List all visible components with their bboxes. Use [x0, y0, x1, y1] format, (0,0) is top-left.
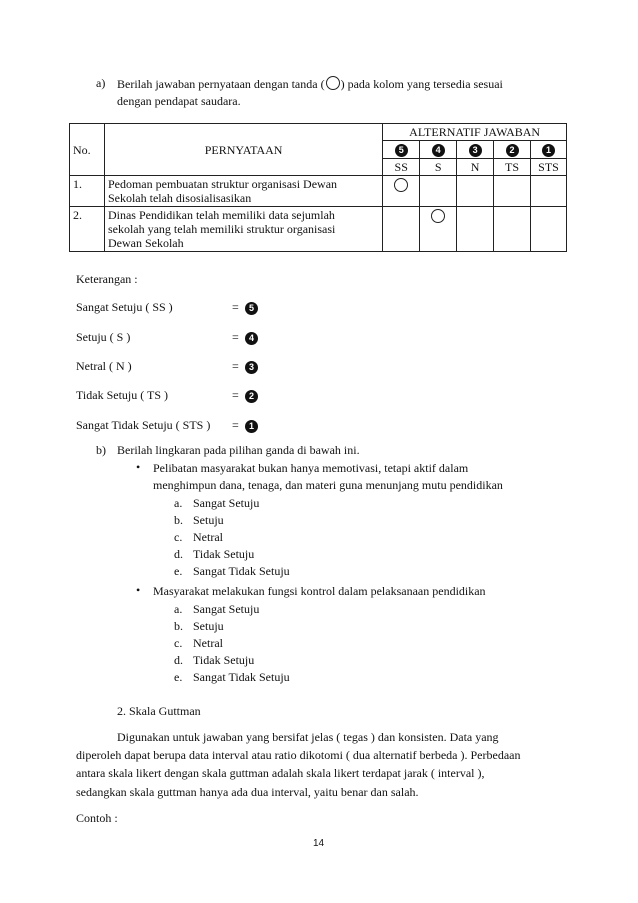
- code-ts: TS: [494, 159, 531, 176]
- score-5-icon: 5: [395, 144, 408, 157]
- answer-circle-icon: [394, 178, 408, 192]
- bullet-icon: •: [136, 583, 141, 597]
- circle-mark-icon: [326, 76, 340, 90]
- table-row: [70, 176, 567, 207]
- score-1-icon: 1: [542, 144, 555, 157]
- code-s: S: [420, 159, 457, 176]
- bullet-line: Masyarakat melakukan fungsi kontrol dalam pelaksanaan pendidikan: [153, 584, 486, 598]
- code-sts: STS: [531, 159, 567, 176]
- option-letter: a.: [174, 496, 183, 510]
- option-text[interactable]: Setuju: [193, 619, 224, 633]
- option-text[interactable]: Setuju: [193, 513, 224, 527]
- header-alternatives: ALTERNATIF JAWABAN: [383, 124, 567, 141]
- header-statement: PERNYATAAN: [104, 124, 382, 176]
- answer-cell-s[interactable]: [420, 207, 457, 252]
- score-3-icon: 3: [469, 144, 482, 157]
- instruction-b-marker: b): [96, 443, 106, 457]
- option-letter: e.: [174, 564, 183, 578]
- keterangan-equals: =: [232, 359, 239, 373]
- page-number: 14: [313, 838, 325, 849]
- answer-circle-icon: [431, 209, 445, 223]
- option-text[interactable]: Sangat Tidak Setuju: [193, 670, 290, 684]
- keterangan-label: Sangat Setuju ( SS ): [76, 300, 173, 314]
- score-2-icon: 2: [506, 144, 519, 157]
- keterangan-label: Netral ( N ): [76, 359, 132, 373]
- score-5-icon: 5: [245, 302, 258, 315]
- bullet-line: Pelibatan masyarakat bukan hanya memotivasi, tetapi aktif dalam: [153, 461, 469, 475]
- row-statement-line: sekolah yang telah memiliki struktur organisasi: [107, 222, 336, 236]
- contoh-label: Contoh :: [76, 811, 118, 825]
- code-n: N: [457, 159, 494, 176]
- option-letter: c.: [174, 636, 183, 650]
- option-text[interactable]: Tidak Setuju: [193, 653, 255, 667]
- paragraph-line: diperoleh dapat berupa data interval atau ratio dikotomi ( dua alternatif berbeda ). Perbedaan: [76, 748, 521, 762]
- answer-cell-ss[interactable]: [383, 207, 420, 252]
- instruction-a-line1: [117, 76, 503, 92]
- header-no: No.: [70, 124, 105, 176]
- score-4-icon: 4: [245, 332, 258, 345]
- keterangan-equals: =: [232, 418, 239, 432]
- section-heading: 2. Skala Guttman: [117, 704, 201, 718]
- code-ss: SS: [383, 159, 420, 176]
- answer-cell-sts[interactable]: [531, 207, 567, 252]
- keterangan-label: Tidak Setuju ( TS ): [76, 388, 169, 402]
- answer-cell-n[interactable]: [457, 207, 494, 252]
- bullet-line: menghimpun dana, tenaga, dan materi guna menunjang mutu pendidikan: [153, 478, 503, 492]
- answer-cell-ss[interactable]: [383, 176, 420, 207]
- option-text[interactable]: Netral: [193, 636, 223, 650]
- option-letter: b.: [174, 513, 183, 527]
- questionnaire-table: [69, 123, 567, 252]
- option-letter: d.: [174, 547, 183, 561]
- keterangan-title: Keterangan :: [76, 272, 138, 286]
- option-letter: b.: [174, 619, 183, 633]
- bullet-icon: •: [136, 460, 141, 474]
- paragraph-line: antara skala likert dengan skala guttman adalah skala likert terdapat jarak ( interval ),: [76, 766, 485, 780]
- paragraph-line: Digunakan untuk jawaban yang bersifat jelas ( tegas ) dan konsisten. Data yang: [117, 730, 499, 744]
- answer-cell-n[interactable]: [457, 176, 494, 207]
- answer-cell-ts[interactable]: [494, 176, 531, 207]
- paragraph-line: sedangkan skala guttman hanya ada dua interval, yaitu benar dan salah.: [76, 785, 419, 799]
- instruction-a-marker: a): [96, 76, 106, 90]
- row-no: 1.: [70, 176, 105, 207]
- option-text[interactable]: Sangat Setuju: [193, 602, 260, 616]
- row-statement-line: Dinas Pendidikan telah memiliki data sejumlah: [107, 208, 335, 222]
- answer-cell-s[interactable]: [420, 176, 457, 207]
- score-3-icon: 3: [245, 361, 258, 374]
- option-letter: e.: [174, 670, 183, 684]
- row-statement-line: Pedoman pembuatan struktur organisasi Dewan: [107, 177, 338, 191]
- score-4-icon: 4: [432, 144, 445, 157]
- option-letter: d.: [174, 653, 183, 667]
- row-statement: [104, 207, 382, 252]
- keterangan-equals: =: [232, 388, 239, 402]
- row-no: 2.: [70, 207, 105, 252]
- option-letter: a.: [174, 602, 183, 616]
- keterangan-label: Setuju ( S ): [76, 330, 131, 344]
- table-row: [70, 207, 567, 252]
- row-statement-line: Dewan Sekolah: [107, 236, 184, 250]
- answer-cell-ts[interactable]: [494, 207, 531, 252]
- option-text[interactable]: Sangat Tidak Setuju: [193, 564, 290, 578]
- option-letter: c.: [174, 530, 183, 544]
- score-2-icon: 2: [245, 390, 258, 403]
- instruction-a-text-before: Berilah jawaban pernyataan dengan tanda (: [117, 77, 325, 91]
- row-statement: [104, 176, 382, 207]
- instruction-b-text: Berilah lingkaran pada pilihan ganda di bawah ini.: [117, 443, 360, 457]
- answer-cell-sts[interactable]: [531, 176, 567, 207]
- keterangan-label: Sangat Tidak Setuju ( STS ): [76, 418, 211, 432]
- option-text[interactable]: Netral: [193, 530, 223, 544]
- instruction-a-text-after: ) pada kolom yang tersedia sesuai: [340, 77, 503, 91]
- score-1-icon: 1: [245, 420, 258, 433]
- row-statement-line: Sekolah telah disosialisasikan: [107, 191, 252, 205]
- keterangan-equals: =: [232, 330, 239, 344]
- option-text[interactable]: Sangat Setuju: [193, 496, 260, 510]
- option-text[interactable]: Tidak Setuju: [193, 547, 255, 561]
- instruction-a-line2: dengan pendapat saudara.: [117, 94, 241, 108]
- keterangan-equals: =: [232, 300, 239, 314]
